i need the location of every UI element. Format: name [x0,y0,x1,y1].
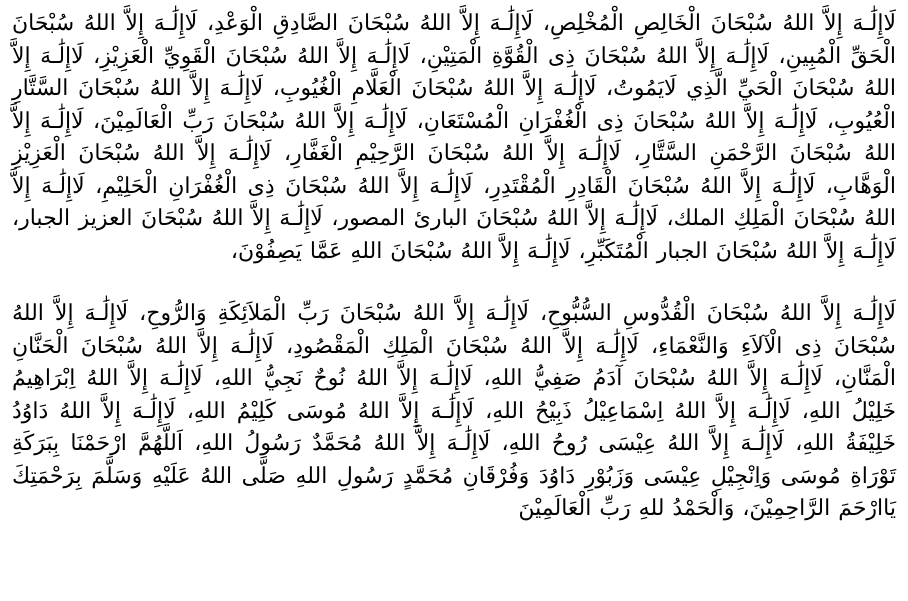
paragraph-2: لَاإِلَٰـهَ إِلاَّ اللهُ سُبْحَانَ الْقُدُّوسِ السُّبُّوحِ، لَاإِلَٰـهَ إِلاَّ اللهُ سُبْحَانَ رَبِّ الْمَلاَئِكَةِ وَالرُّوحِ، لَاإِلَٰـهَ إِلاَّ اللهُ سُبْحَانَ ذِى الْآلاَءِ وَالنَّعْمَاءِ، لَاإِلَٰـهَ إِلاَّ اللهُ سُبْحَانَ الْمَلِكِ الْمَقْصُودِ، لَاإِلَٰـهَ إِلاَّ اللهُ سُبْحَانَ الْحَنَّانِ الْمَنَّانِ، لَاإِلَٰـهَ إِلاَّ اللهُ سُبْحَانَ آدَمُ صَفِيُّ اللهِ، لَاإِلَٰـهَ إِلاَّ اللهُ نُوحٌ نَجِيُّ اللهِ، لَاإِلَٰـهَ إِلاَّ اللهُ اِبْرَاهِيمُ خَلِيْلُ اللهِ، لَاإِلَٰـهَ إِلاَّ اللهُ اِسْمَاعِيْلُ ذَبِيْحُ اللهِ، لَاإِلَٰـهَ إِلاَّ اللهُ مُوسَى كَلِيْمُ اللهِ، لَاإِلَٰـهَ إِلاَّ اللهُ دَاوُدُ خَلِيْفَةُ اللهِ، لَاإِلَٰـهَ إِلاَّ اللهُ عِيْسَى رُوحُ اللهِ، لَاإِلَٰـهَ إِلاَّ اللهُ مُحَمَّدٌ رَسُولُ اللهِ، اَللَّهُمَّ ارْحَمْنَا بِبَرَكَةِ تَوْرَاةِ مُوسَى وَاِنْجِيْلِ عِيْسَى وَزَبُوْرِ دَاوُدَ وَفُرْقَانِ مُحَمَّدٍ رَسُولِ اللهِ صَلَّى اللهُ عَلَيْهِ وَسَلَّمَ بِرَحْمَتِكَ يَاارْحَمَ الرَّاحِمِيْنَ، وَالْحَمْدُ للهِ رَبِّ الْعَالَمِيْنَ [12,301,896,521]
paragraph-1: لَاإِلَٰـهَ إِلاَّ اللهُ سُبْحَانَ الْخَالِصِ الْمُخْلِصِ، لَاإِلَٰـهَ إِلاَّ اللهُ سُبْحَانَ الصَّادِقِ الْوَعْدِ، لَاإِلَٰـهَ إِلاَّ اللهُ سُبْحَانَ الْحَقِّ الْمُبِينِ، لَاإِلَٰـهَ إِلاَّ اللهُ سُبْحَانَ ذِى الْقُوَّةِ الْمَتِيْنِ، لَاإِلَٰـهَ إِلاَّ اللهُ سُبْحَانَ الْقَوِيِّ الْعَزِيْزِ، لَاإِلَٰـهَ إِلاَّ اللهُ سُبْحَانَ الْحَيِّ الَّذِي لَايَمُوتُ، لَاإِلَٰـهَ إِلاَّ اللهُ سُبْحَانَ الْعَلَّامِ الْغُيُوبِ، لَاإِلَٰـهَ إِلاَّ اللهُ سُبْحَانَ السَّتَّارِ الْعُيُوبِ، لَاإِلَٰـهَ إِلاَّ اللهُ سُبْحَانَ ذِى الْغُفْرَانِ الْمُسْتَعَانِ، لَاإِلَٰـهَ إِلاَّ اللهُ سُبْحَانَ رَبِّ الْعَالَمِيْنَ، لَاإِلَٰـهَ إِلاَّ اللهُ سُبْحَانَ الرَّحْمَنِ السَّتَّارِ، لَاإِلَٰـهَ إِلاَّ اللهُ سُبْحَانَ الرَّحِيْمِ الْغَفَّارِ، لَاإِلَٰـهَ إِلاَّ اللهُ سُبْحَانَ الْعَزِيْزِ الْوَهَّابِ، لَاإِلَٰـهَ إِلاَّ اللهُ سُبْحَانَ الْقَادِرِ الْمُقْتَدِرِ، لَاإِلَٰـهَ إِلاَّ اللهُ سُبْحَانَ ذِى الْغُفْرَانِ الْحَلِيْمِ، لَاإِلَٰـهَ إِلاَّ اللهُ سُبْحَانَ الْمَلِكِ الملك، لَاإِلَٰـهَ إِلاَّ اللهُ سُبْحَانَ البارئ المصور، لَاإِلَٰـهَ إِلاَّ اللهُ سُبْحَانَ العزيز الجبار، لَاإِلَٰـهَ إِلاَّ اللهُ سُبْحَانَ الجبار الْمُتَكَبِّرِ، لَاإِلَٰـهَ إِلاَّ اللهُ سُبْحَانَ اللهِ عَمَّا يَصِفُوْنَ، [12,11,896,264]
